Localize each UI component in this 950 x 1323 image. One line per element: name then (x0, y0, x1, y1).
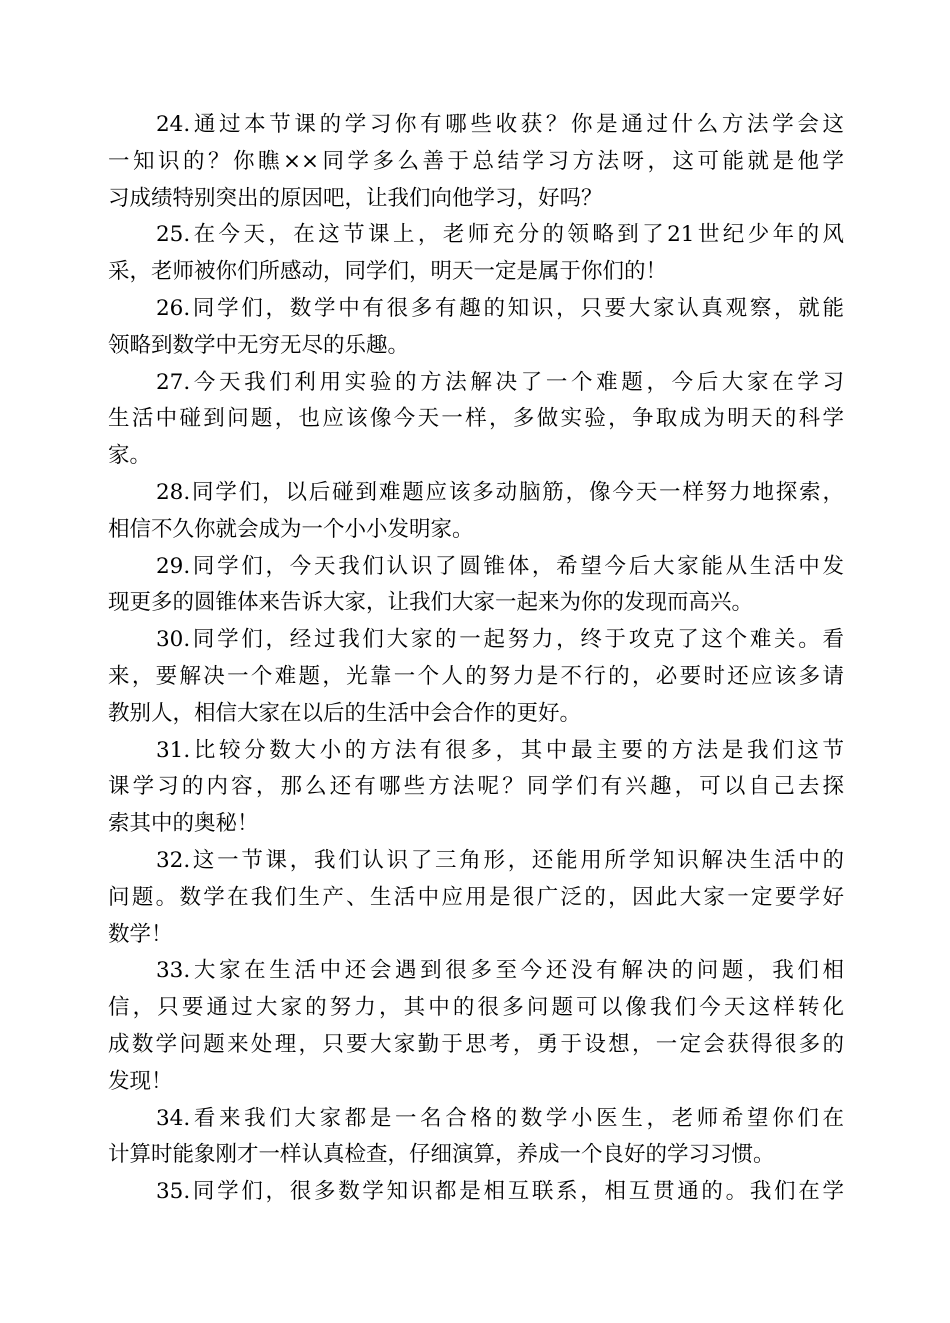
text-line: 索其中的奥秘！ (108, 811, 259, 837)
text-line: 家。 (108, 443, 152, 469)
text-line: 27.今天我们利用实验的方法解决了一个难题，今后大家在学习 (156, 369, 844, 395)
text-line: 一知识的？你瞧××同学多么善于总结学习方法呀，这可能就是他学 (108, 148, 844, 174)
text-line: 问题。数学在我们生产、生活中应用是很广泛的，因此大家一定要学好 (108, 884, 844, 910)
text-line: 相信不久你就会成为一个小小发明家。 (108, 516, 474, 542)
text-line: 30.同学们，经过我们大家的一起努力，终于攻克了这个难关。看 (156, 627, 844, 653)
text-line: 35.同学们，很多数学知识都是相互联系，相互贯通的。我们在学 (156, 1179, 844, 1205)
text-line: 习成绩特别突出的原因吧，让我们向他学习，好吗？ (108, 185, 603, 211)
paragraph (108, 843, 844, 953)
text-line: 来，要解决一个难题，光靠一个人的努力是不行的，必要时还应该多请 (108, 663, 844, 689)
text-line: 33.大家在生活中还会遇到很多至今还没有解决的问题，我们相 (156, 958, 844, 984)
text-line: 采，老师被你们所感动，同学们，明天一定是属于你们的！ (108, 259, 668, 285)
paragraph (108, 217, 844, 291)
text-line: 发现！ (108, 1068, 173, 1094)
text-line: 领略到数学中无穷无尽的乐趣。 (108, 332, 410, 358)
text-line: 计算时能象刚才一样认真检查，仔细演算，养成一个良好的学习习惯。 (108, 1142, 775, 1168)
text-line: 31.比较分数大小的方法有很多，其中最主要的方法是我们这节 (156, 737, 844, 763)
text-line: 29.同学们，今天我们认识了圆锥体，希望今后大家能从生活中发 (156, 553, 844, 579)
paragraph (108, 1101, 844, 1175)
text-line: 教别人，相信大家在以后的生活中会合作的更好。 (108, 700, 582, 726)
text-line: 课学习的内容，那么还有哪些方法呢？同学们有兴趣，可以自己去探 (108, 774, 844, 800)
paragraph (108, 1174, 844, 1211)
text-line: 成数学问题来处理，只要大家勤于思考，勇于设想，一定会获得很多的 (108, 1031, 844, 1057)
paragraph (108, 733, 844, 843)
document-page (108, 107, 844, 1211)
paragraph (108, 549, 844, 623)
text-line: 24.通过本节课的学习你有哪些收获？你是通过什么方法学会这 (156, 112, 844, 137)
text-line: 32.这一节课，我们认识了三角形，还能用所学知识解决生活中的 (156, 847, 844, 873)
paragraph (108, 953, 844, 1100)
text-line: 信，只要通过大家的努力，其中的很多问题可以像我们今天这样转化 (108, 995, 844, 1021)
paragraph (108, 622, 844, 732)
text-line: 34.看来我们大家都是一名合格的数学小医生，老师希望你们在 (156, 1105, 844, 1131)
paragraph (108, 107, 844, 217)
text-line: 25.在今天，在这节课上，老师充分的领略到了21世纪少年的风 (156, 222, 844, 248)
paragraph (108, 291, 844, 365)
text-line: 28.同学们，以后碰到难题应该多动脑筋，像今天一样努力地探索， (156, 479, 844, 505)
paragraph (108, 365, 844, 475)
text-line: 数学！ (108, 921, 173, 947)
text-line: 生活中碰到问题，也应该像今天一样，多做实验，争取成为明天的科学 (108, 406, 844, 432)
text-line: 26.同学们，数学中有很多有趣的知识，只要大家认真观察，就能 (156, 295, 844, 321)
paragraph (108, 475, 844, 549)
text-line: 现更多的圆锥体来告诉大家，让我们大家一起来为你的发现而高兴。 (108, 590, 754, 616)
